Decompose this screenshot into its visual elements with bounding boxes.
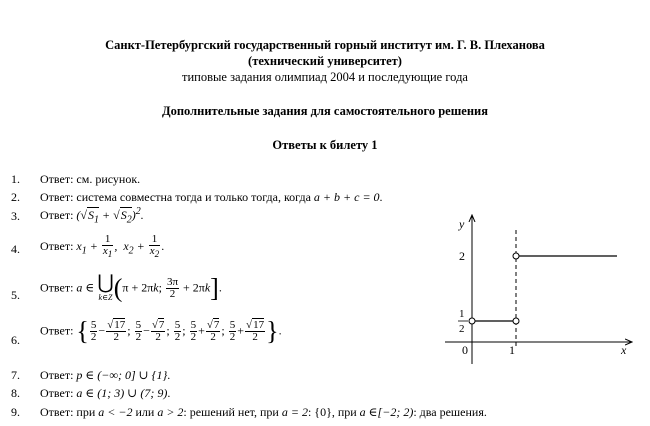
answer-4: Ответ: $x_1$ + $\frac{1}{x_1}$ , $x_2$ + $\frac{1}{x_2}$ . bbox=[40, 233, 165, 260]
answer-3 bbox=[40, 206, 144, 225]
answer-text: : решений нет, при bbox=[183, 405, 279, 419]
ticket-title: Ответы к билету 1 bbox=[272, 138, 378, 152]
answer-text: : {0}, при bbox=[307, 405, 357, 419]
y-tick-lower-den: 2 bbox=[459, 323, 465, 335]
point-marker bbox=[513, 253, 519, 259]
answer-number: 9. bbox=[11, 405, 20, 419]
answer-prefix: Ответ: bbox=[40, 323, 74, 338]
x-axis-label: x bbox=[621, 343, 627, 357]
point-marker bbox=[513, 318, 519, 324]
answer-8 bbox=[40, 386, 170, 401]
answer-6: Ответ: { $\frac{5}{2}$ − $\frac{√17}{2}$ ; $\frac{5}{2}$ − $\frac{√7}{2}$ ; $\frac{5}{2}$ ; $\frac{5}{2}$ + $\frac{√7}{2}$ ; $\frac{5}{2}$ + $\frac{√17}{2}$ }. bbox=[40, 316, 282, 346]
answer-prefix: Ответ: bbox=[40, 172, 74, 186]
answer-2 bbox=[40, 190, 383, 205]
answer-9 bbox=[40, 405, 487, 420]
point-marker bbox=[469, 318, 475, 324]
answer-5: Ответ: a ∈ ⋃ k∈Z (π + 2πk; $\frac{3\pi}{2}$ + 2πk]. bbox=[40, 272, 222, 303]
answer-prefix: Ответ: bbox=[40, 280, 74, 295]
answer-number: 1. bbox=[11, 172, 20, 186]
answer-formula: a + b + c = 0 bbox=[313, 190, 380, 204]
answer-number: 7. bbox=[11, 368, 20, 382]
answer-formula: a ∈[−2; 2) bbox=[359, 405, 414, 419]
answer-prefix: Ответ: bbox=[40, 405, 74, 419]
answer-prefix: Ответ: bbox=[40, 190, 74, 204]
answer-number: 6. bbox=[11, 333, 20, 347]
answer-formula: a > 2 bbox=[157, 405, 184, 419]
answer-1 bbox=[40, 172, 140, 187]
answer-text: или bbox=[135, 405, 155, 419]
answer-number: 5. bbox=[11, 288, 20, 302]
x-tick-label: 1 bbox=[509, 343, 515, 357]
answer-end: . bbox=[167, 386, 171, 400]
answer-text: : два решения. bbox=[413, 405, 487, 419]
answer-number: 8. bbox=[11, 386, 20, 400]
answer-text: при bbox=[76, 405, 96, 419]
y-tick-label-upper: 2 bbox=[459, 249, 465, 263]
y-axis-label: y bbox=[459, 217, 465, 231]
institute-title: Санкт-Петербургский государственный горный институт им. Г. В. Плеханова bbox=[105, 38, 545, 52]
olympiad-subtitle: типовые задания олимпиад 2004 и последующие года bbox=[182, 70, 468, 84]
section-title: Дополнительные задания для самостоятельного решения bbox=[162, 104, 488, 118]
answer-prefix: Ответ: bbox=[40, 208, 74, 222]
answer-formula: a < −2 bbox=[98, 405, 133, 419]
answer-number: 4. bbox=[11, 242, 20, 256]
university-subtitle: (технический университет) bbox=[248, 54, 402, 68]
answer-text: система совместна тогда и только тогда, когда bbox=[76, 190, 311, 204]
answer-end: . bbox=[167, 368, 171, 382]
answer-prefix: Ответ: bbox=[40, 368, 74, 382]
answer-number: 3. bbox=[11, 209, 20, 223]
answer-formula: a = 2 bbox=[281, 405, 308, 419]
step-function-graph bbox=[445, 208, 645, 368]
answer-prefix: Ответ: bbox=[40, 386, 74, 400]
answer-number: 2. bbox=[11, 190, 20, 204]
origin-label: 0 bbox=[462, 343, 468, 357]
answer-7 bbox=[40, 368, 170, 383]
answer-formula: p ∈ (−∞; 0] ∪ {1} bbox=[76, 368, 168, 382]
answer-text: см. рисунок. bbox=[76, 172, 141, 186]
answer-prefix: Ответ: bbox=[40, 238, 74, 253]
y-tick-lower-num: 1 bbox=[459, 308, 465, 320]
formula-sqrt-sum: $(√S_1 + √S_2)^2$. bbox=[76, 206, 144, 226]
answer-formula: a ∈ (1; 3) ∪ (7; 9) bbox=[76, 386, 168, 400]
answer-end: . bbox=[379, 190, 383, 204]
